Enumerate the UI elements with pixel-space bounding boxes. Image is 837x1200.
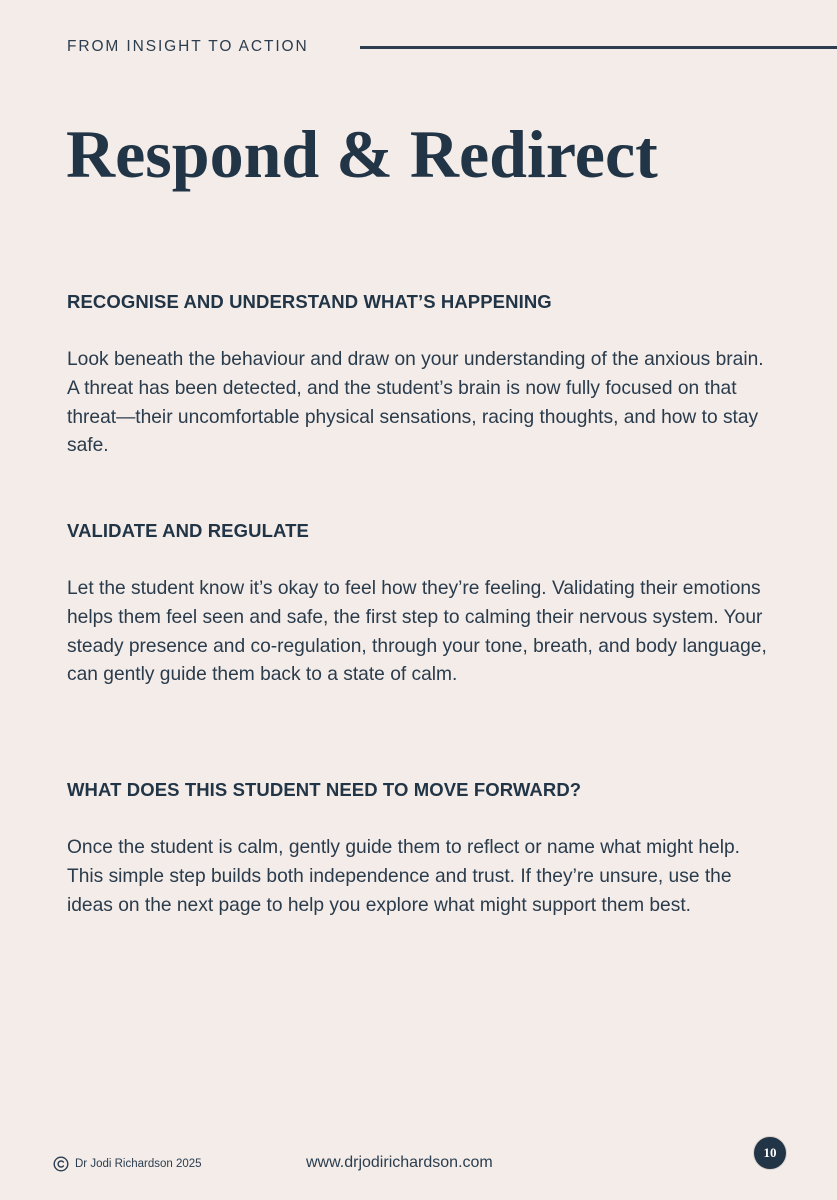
footer-copyright (53, 1156, 202, 1172)
page-number-badge: 10 (753, 1136, 787, 1170)
copyright-icon (53, 1156, 69, 1172)
section-move-forward (67, 778, 767, 920)
header-divider (360, 46, 837, 49)
section-body: Let the student know it’s okay to feel how they’re feeling. Validating their emotions helps them feel seen and safe, the first step to calming their nervous system. Your steady presence and co-regulation, through your tone, breath, and body language, can gently guide them back to a state of calm. (67, 578, 767, 686)
section-validate (67, 519, 767, 690)
website-link[interactable]: www.drjodirichardson.com (306, 1154, 493, 1171)
section-heading: VALIDATE AND REGULATE (67, 520, 309, 541)
section-heading: RECOGNISE AND UNDERSTAND WHAT’S HAPPENING (67, 291, 552, 312)
copyright-text: Dr Jodi Richardson 2025 (75, 1158, 202, 1170)
section-body: Once the student is calm, gently guide them to reflect or name what might help. This simple step builds both independence and trust. If they’re unsure, use the ideas on the next page to help you explore what might support them best. (67, 837, 740, 916)
section-recognise (67, 290, 767, 461)
page-title: Respond & Redirect (66, 116, 658, 192)
section-eyebrow: FROM INSIGHT TO ACTION (67, 38, 309, 55)
section-heading: WHAT DOES THIS STUDENT NEED TO MOVE FORWARD? (67, 779, 582, 800)
section-body: Look beneath the behaviour and draw on your understanding of the anxious brain. A threat has been detected, and the student’s brain is now fully focused on that threat—their uncomfortable physical sensations, racing thoughts, and how to stay safe. (67, 349, 764, 457)
